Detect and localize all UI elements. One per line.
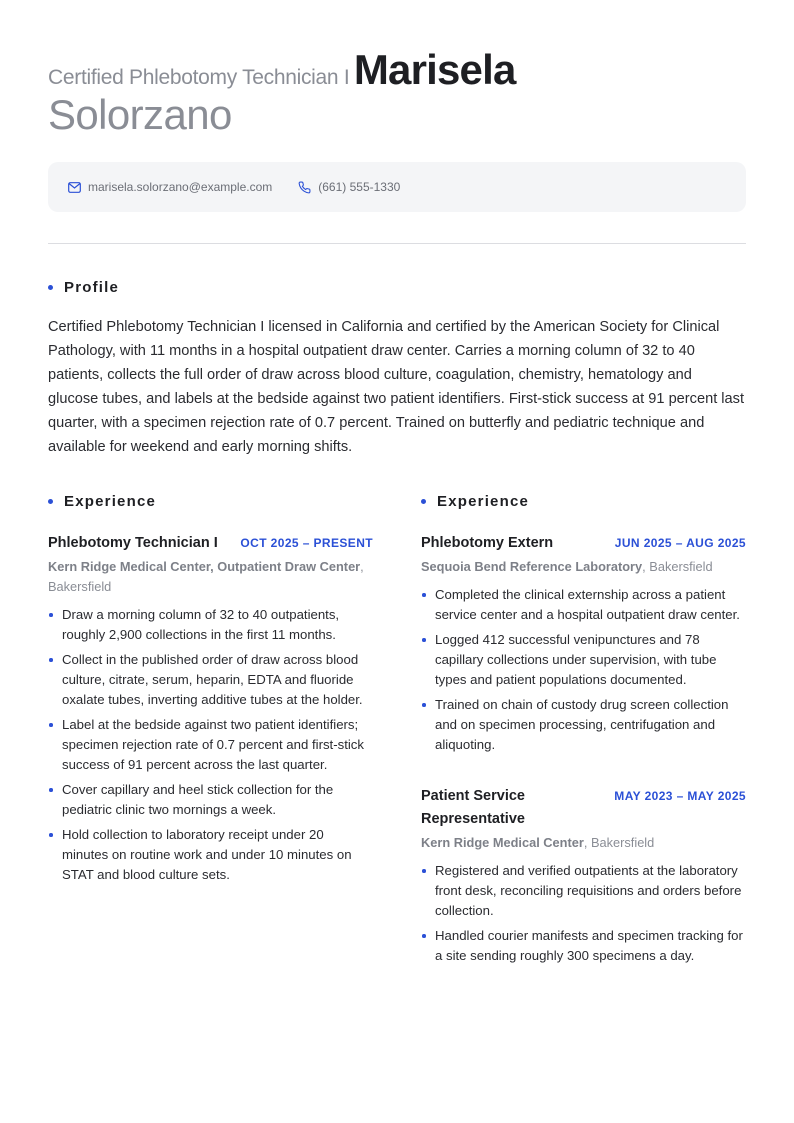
job-bullet: Logged 412 successful venipunctures and 78 capillary collections under supervision, with tube types and patient populations documented. — [421, 630, 746, 690]
phone-text: (661) 555-1330 — [318, 180, 401, 194]
job-bullet: Registered and verified outpatients at the laboratory front desk, reconciling requisitions and orders before collection. — [421, 861, 746, 921]
job-bullet: Handled courier manifests and specimen tracking for a site sending roughly 300 specimens a day. — [421, 926, 746, 966]
section-title-profile: Profile — [48, 279, 746, 296]
experience-column-left — [48, 493, 373, 890]
job-employer: Kern Ridge Medical Center, Bakersfield — [421, 835, 655, 850]
job-bullet: Collect in the published order of draw across blood culture, citrate, serum, heparin, EDTA and fluoride oxalate tubes, inverting additive tubes at the holder. — [48, 650, 373, 710]
contact-bar — [48, 162, 746, 212]
job-dates: MAY 2023 – MAY 2025 — [614, 789, 746, 803]
contact-phone[interactable] — [298, 180, 400, 194]
first-name: Marisela — [353, 46, 516, 93]
last-name: Solorzano — [48, 91, 232, 139]
job-role: Certified Phlebotomy Technician I — [48, 66, 350, 89]
job-bullet: Trained on chain of custody drug screen collection and on specimen processing, centrifugation and aliquoting. — [421, 695, 746, 755]
profile-summary: Certified Phlebotomy Technician I licensed in California and certified by the American Society for Clinical Pathology, with 11 months in a hospital outpatient draw center. Carries a morning column of 32 to 40 patients, collects the full order of draw across blood culture, coagulation, chemistry, hematology and glucose tubes, and labels at the bedside against two patient identifiers. First-stick success at 91 percent last quarter, with a specimen rejection rate of 0.7 percent. Trained on butterfly and pediatric technique and available for weekend and early morning shifts. — [48, 319, 745, 455]
job-title: Phlebotomy Technician I — [48, 535, 218, 551]
bullet-dot-icon — [421, 499, 426, 504]
job-entry — [421, 532, 746, 755]
job-bullet: Completed the clinical externship across a patient service center and a hospital outpatient draw center. — [421, 585, 746, 625]
section-title-experience: Experience — [48, 493, 373, 510]
bullet-dot-icon — [48, 499, 53, 504]
job-bullet: Cover capillary and heel stick collection for the pediatric clinic two mornings a week. — [48, 780, 373, 820]
contact-email[interactable] — [68, 180, 272, 194]
section-title-experience: Experience — [421, 493, 746, 510]
job-bullets — [48, 605, 373, 885]
phone-icon — [298, 181, 311, 194]
job-bullet: Draw a morning column of 32 to 40 outpatients, roughly 2,900 collections in the first 11 months. — [48, 605, 373, 645]
job-dates: JUN 2025 – AUG 2025 — [614, 536, 746, 550]
name-heading — [48, 46, 746, 138]
header-divider — [48, 243, 746, 244]
job-bullets — [421, 861, 746, 966]
job-employer: Kern Ridge Medical Center, Outpatient Draw Center, Bakersfield — [48, 559, 364, 594]
profile-section — [48, 279, 746, 459]
envelope-icon — [68, 182, 81, 193]
resume-header — [48, 46, 746, 138]
job-entry — [48, 532, 373, 885]
job-employer: Sequoia Bend Reference Laboratory, Bakersfield — [421, 559, 713, 574]
job-title: Phlebotomy Extern — [421, 535, 554, 551]
job-bullet: Hold collection to laboratory receipt under 20 minutes on routine work and under 10 minutes on STAT and blood culture sets. — [48, 825, 373, 885]
job-bullets — [421, 585, 746, 755]
experience-column-right — [421, 493, 746, 971]
job-bullet: Label at the bedside against two patient identifiers; specimen rejection rate of 0.7 percent and first-stick success of 91 percent across the last quarter. — [48, 715, 373, 775]
job-title: Patient Service Representative — [421, 788, 525, 827]
job-entry — [421, 785, 746, 966]
email-text: marisela.solorzano@example.com — [88, 180, 273, 194]
bullet-dot-icon — [48, 285, 53, 290]
job-dates: OCT 2025 – PRESENT — [240, 536, 373, 550]
